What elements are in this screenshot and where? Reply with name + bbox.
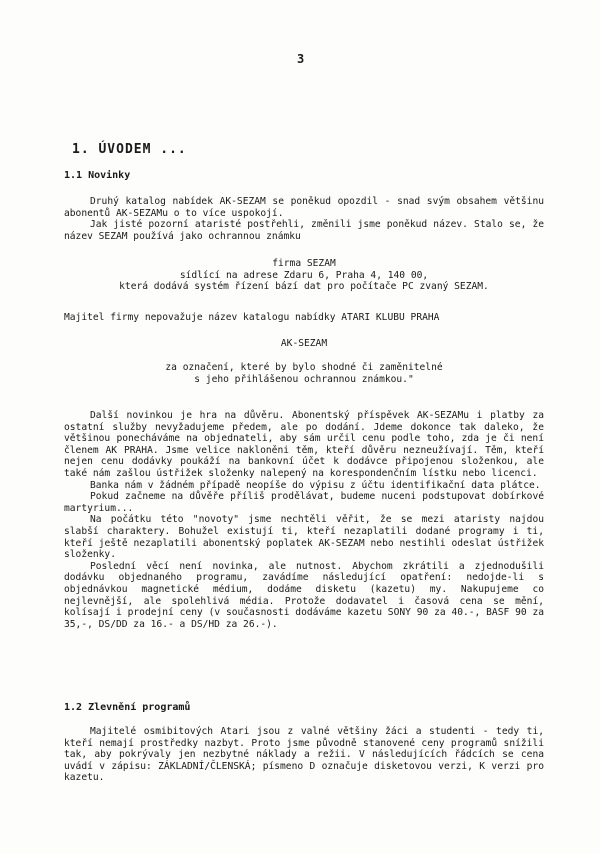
section-1-body	[64, 410, 544, 630]
section-1-intro	[64, 196, 544, 242]
paragraph: Banka nám v žádném případě neopíše do výpisu z účtu identifikační data plátce.	[90, 479, 541, 491]
section-2-heading: 1.2 Zlevnění programů	[64, 702, 191, 713]
firm-block	[64, 258, 544, 293]
paragraph: Majitelé osmibitových Atari jsou z valné většiny žáci a studenti - tedy ti, kteří nemají prostředky nazbyt. Proto jsme původně stanovené ceny programů snížili tak, aby pokrývaly jen nezbytné náklady a režii. V následujících řádcích se cena uvádí v zápisu: ZÁKLADNÍ/ČLENSKÁ; písmeno D označuje disketovou verzi, K verzi pro kazetu.	[64, 726, 544, 784]
paragraph: Pokud začneme na důvěře příliš prodělávat, budeme nuceni podstupovat dobírkové martyrium...	[64, 491, 544, 514]
paragraph: Druhý katalog nabídek AK-SEZAM se poněkud opozdil - snad svým obsahem většinu abonentů AK-SEZAMu o to více uspokojí.	[64, 196, 544, 219]
quote-line: za označení, které by bylo shodné či zaměnitelné	[165, 362, 443, 373]
owner-line: Majitel firmy nepovažuje název katalogu nabídky ATARI KLUBU PRAHA	[64, 312, 440, 323]
firm-description: která dodává systém řízení bází dat pro počítače PC zvaný SEZAM.	[119, 281, 489, 293]
quote-line: s jeho přihlášenou ochrannou známkou."	[194, 373, 414, 385]
paragraph: Na počátku této "novoty" jsme nechtěli věřit, že se mezi ataristy najdou slabší charaktery. Bohužel existují ti, kteří nezaplatili dodané programy i ti, kteří ještě nezaplatili abonentský poplatek AK-SEZAM nebo nestihli odeslat ústřižek složenky.	[64, 514, 544, 561]
paragraph: Další novinkou je hra na důvěru. Abonentský příspěvek AK-SEZAMu i platby za ostatní služby nevyžadujeme předem, ale po dodání. Jdeme dokonce tak daleko, že většinou ponecháváme na objednateli, aby sám určil cenu podle toho, zda je či není členem AK PRAHA. Jsme velice nakloněni těm, kteří důvěru nezneužívají. Těm, kteří nejen cenu dodávky poukáží na bankovní účet k dodávce připojenou složenkou, ale také nám zašlou ústřižek složenky nalepený na korespondenčním lístku nebo licenci.	[64, 410, 544, 479]
paragraph: Poslední věcí není novinka, ale nutnost. Abychom zkrátili a zjednodušili dodávku objednaného programu, zavádíme následující opatření: nedojde-li s objednávkou magnetické médium, dodáme disketu (kazetu) my. Nakupujeme co nejlevnější, ale spolehlivá média. Protože dodavatel i časová cena se mění, kolísají i prodejní ceny (v současnosti dodáváme kazetu SONY 90 za 40.-, BASF 90 za 35,-, DS/DD za 16.- a DS/HD za 26.-).	[64, 560, 544, 630]
quote-block	[64, 362, 544, 385]
page-number: 3	[297, 52, 305, 66]
section-1-heading: 1.1 Novinky	[64, 170, 131, 181]
firm-name: firma SEZAM	[272, 258, 336, 269]
section-2-body	[64, 726, 544, 784]
ak-sezam-label: AK-SEZAM	[280, 338, 328, 349]
firm-address: sídlící na adrese Zdaru 6, Praha 4, 140 00,	[179, 269, 429, 281]
paragraph: Jak jisté pozorní ataristé postřehli, změnili jsme poněkud název. Stalo se, že název SEZAM používá jako ochrannou známku	[64, 219, 544, 242]
chapter-title: 1. ÚVODEM ...	[72, 142, 187, 157]
